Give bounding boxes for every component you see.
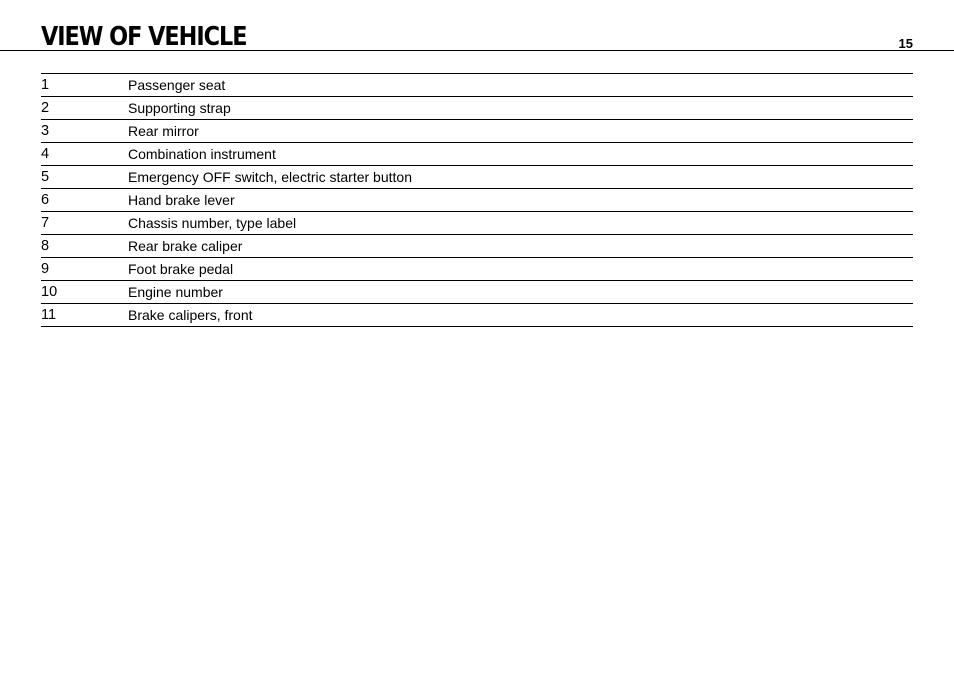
- page-header: [0, 0, 954, 51]
- table-row: [41, 212, 913, 235]
- legend-number: 8: [41, 235, 128, 258]
- table-row: [41, 166, 913, 189]
- legend-number: 6: [41, 189, 128, 212]
- legend-label: Foot brake pedal: [128, 258, 913, 281]
- legend-number: 5: [41, 166, 128, 189]
- legend-number: 2: [41, 97, 128, 120]
- legend-label: Passenger seat: [128, 74, 913, 97]
- legend-number: 9: [41, 258, 128, 281]
- legend-label: Combination instrument: [128, 143, 913, 166]
- table-row: [41, 189, 913, 212]
- table-row: [41, 74, 913, 97]
- table-row: [41, 304, 913, 327]
- legend-number: 10: [41, 281, 128, 304]
- legend-label: Engine number: [128, 281, 913, 304]
- legend-label: Rear mirror: [128, 120, 913, 143]
- table-row: [41, 143, 913, 166]
- legend-number: 4: [41, 143, 128, 166]
- table-row: [41, 281, 913, 304]
- legend-label: Emergency OFF switch, electric starter button: [128, 166, 913, 189]
- legend-number: 7: [41, 212, 128, 235]
- legend-label: Supporting strap: [128, 97, 913, 120]
- legend-label: Brake calipers, front: [128, 304, 913, 327]
- page-title: VIEW OF VEHICLE: [41, 22, 247, 52]
- legend-label: Chassis number, type label: [128, 212, 913, 235]
- legend-number: 3: [41, 120, 128, 143]
- table-row: [41, 97, 913, 120]
- legend-label: Rear brake caliper: [128, 235, 913, 258]
- table-row: [41, 235, 913, 258]
- table-row: [41, 258, 913, 281]
- legend-table: [41, 73, 913, 327]
- legend-number: 1: [41, 74, 128, 97]
- legend-label: Hand brake lever: [128, 189, 913, 212]
- page-number: 15: [898, 36, 913, 51]
- legend-number: 11: [41, 304, 128, 327]
- table-row: [41, 120, 913, 143]
